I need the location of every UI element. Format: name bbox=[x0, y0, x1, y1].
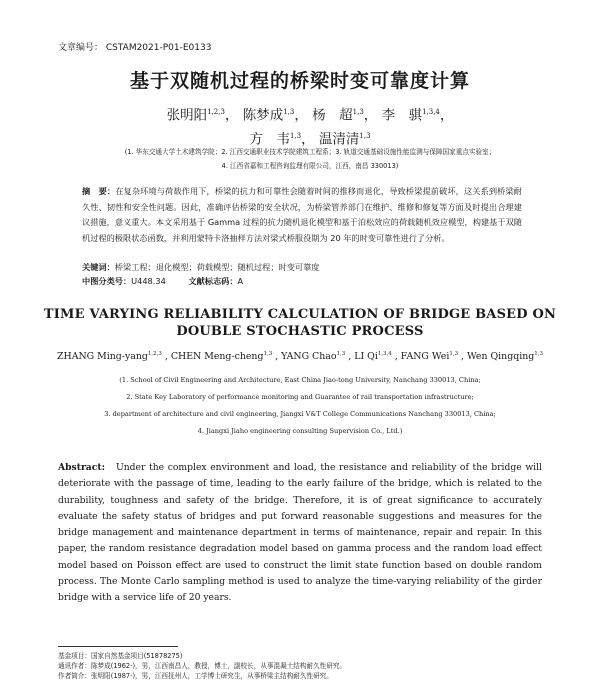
class-number-label: 中图分类号： bbox=[82, 276, 132, 286]
chinese-authors bbox=[90, 102, 530, 149]
chinese-abstract-label: 摘 要： bbox=[82, 186, 116, 196]
keywords-text: 桥梁工程；退化模型；荷载模型；随机过程；时变可靠度 bbox=[114, 262, 320, 272]
english-abstract-text: Under the complex environment and load, the resistance and reliability of the bridge will deteriorate with the passage of time, leading to the early failure of the bridge, which is related to the durability, toughness and safety of the bridge. Therefore, it is of great significance to accurately evaluate the safety status of bridges and put forward reasonable suggestions and measures for the bridge management and maintenance department in terms of maintenance, repair and repair. In this paper, the random resistance degradation model based on gamma process and the random load effect model based on Poisson effect are used to construct the limit state function based on double random process. The Monte Carlo sampling method is used to analyze the time-varying reliability of the girder bridge with a service life of 20 years. bbox=[58, 462, 542, 604]
chinese-affiliation-line: 4. 江西省嘉和工程咨询监理有限公司，江西，南昌 330013) bbox=[221, 162, 399, 170]
footnote-corresponding-author: 通讯作者：陈梦成(1962-)，男，江西南昌人，教授，博士，副校长，从事混凝土结构耐久性研究。 bbox=[58, 662, 347, 670]
english-affiliation-line: 3. department of architecture and civil engineering, Jiangxi V&T College Communications Nanchang 330013, China; bbox=[104, 410, 496, 418]
author-affiliation-mark: 1,2,3 bbox=[207, 108, 225, 116]
author-name: LI Qi bbox=[354, 351, 378, 363]
classification-line bbox=[82, 276, 522, 287]
author-name: Wen Qingqing bbox=[467, 351, 535, 363]
english-abstract-label: Abstract: bbox=[58, 462, 105, 473]
author-name: 杨 超 bbox=[312, 107, 353, 124]
author-name: 李 骐 bbox=[381, 107, 423, 124]
chinese-authors-line-2: 方 韦$^{1,3}$， 温清清$^{1,3}$ bbox=[249, 131, 371, 147]
chinese-abstract bbox=[82, 184, 522, 246]
author-affiliation-mark: 1,3 bbox=[449, 351, 459, 357]
author-name: CHEN Meng-cheng bbox=[170, 351, 264, 363]
document-code-label: 文献标志码： bbox=[188, 276, 238, 286]
article-number: 文章编号： CSTAM2021-P01-E0133 bbox=[58, 43, 212, 53]
chinese-affiliation-line: (1. 华东交通大学土木建筑学院；2. 江西交通职业技术学院建筑工程系；3. 轨道交通基础设施性能监测与保障国家重点实验室； bbox=[124, 148, 496, 156]
chinese-keywords bbox=[82, 262, 522, 273]
chinese-title: 基于双随机过程的桥梁时变可靠度计算 bbox=[129, 70, 470, 92]
english-authors: ZHANG Ming-yang$^{1,2,3}$ , CHEN Meng-cheng$^{1,3}$ , YANG Chao$^{1,3}$ , LI Qi$^{1,3,4}$ , FANG Wei$^{1,3}$ , Wen Qingqing$^{1,3}$ bbox=[57, 351, 543, 363]
author-name: 张明阳 bbox=[166, 107, 208, 124]
english-title-line-1: TIME VARYING RELIABILITY CALCULATION OF BRIDGE BASED ON bbox=[43, 307, 557, 322]
document-code-value: A bbox=[237, 276, 244, 286]
author-name: 陈梦成 bbox=[242, 107, 284, 124]
author-name: YANG Chao bbox=[281, 351, 337, 363]
author-affiliation-mark: 1,3 bbox=[283, 108, 295, 116]
class-number-value: U448.34 bbox=[131, 276, 166, 286]
author-affiliation-mark: 1,3 bbox=[289, 131, 302, 140]
english-affiliation-line: (1. School of Civil Engineering and Architecture, East China Jiao-tong University, Nanchang 330013, China; bbox=[119, 376, 481, 384]
author-affiliation-mark: 1,3 bbox=[352, 108, 364, 116]
footnote-author-bio: 作者简介：张明阳(1987-)，男，江西抚州人，工学博士研究生，从事桥梁主结构耐久性研究。 bbox=[58, 672, 333, 680]
author-affiliation-mark: 1,3 bbox=[263, 351, 273, 357]
english-affiliation-line: 4. Jiangxi Jiaho engineering consulting Supervision Co., Ltd.) bbox=[197, 427, 403, 435]
author-affiliation-mark: 1,3 bbox=[359, 131, 371, 140]
author-affiliation-mark: 1,3 bbox=[336, 351, 346, 357]
footnote-divider bbox=[58, 646, 178, 647]
english-affiliation-line: 2. State Key Laboratory of performance monitoring and Guarantee of rail transportation infrastructure; bbox=[126, 393, 474, 401]
english-abstract bbox=[58, 460, 542, 607]
author-affiliation-mark: 1,3,4 bbox=[377, 351, 392, 357]
author-name: FANG Wei bbox=[400, 351, 450, 363]
chinese-authors-line-1: 张明阳$^{1,2,3}$， 陈梦成$^{1,3}$， 杨 超$^{1,3}$， 李 骐$^{1,3,4}$， bbox=[166, 107, 454, 124]
english-title-line-2: DOUBLE STOCHASTIC PROCESS bbox=[176, 324, 424, 339]
footnote-funding: 基金项目：国家自然基金项目(51878275) bbox=[58, 652, 183, 660]
chinese-abstract-text: 在复杂环境与荷载作用下，桥梁的抗力和可靠性会随着时间的推移而退化，导致桥梁提前破坏，这关系到桥梁耐久性、韧性和安全性问题。因此，准确评估桥梁的安全状况，为桥梁管养部门在维护、维修和修复等方面及时提出合理建议措施，意义重大。本文采用基于 Gamma 过程的抗力随机退化模型和基于泊松效应的荷载随机效应模型，构建基于双随机过程的极限状态函数，并利用蒙特卡洛抽样方法对梁式桥服役期为 20 年的时变可靠性进行了分析。 bbox=[82, 186, 522, 243]
english-title bbox=[40, 306, 560, 340]
keywords-label: 关键词： bbox=[82, 262, 115, 272]
author-affiliation-mark: 1,3,4 bbox=[422, 108, 440, 116]
author-affiliation-mark: 1,2,3 bbox=[147, 351, 162, 357]
author-name: ZHANG Ming-yang bbox=[57, 351, 148, 363]
author-name: 方 韦 bbox=[249, 131, 290, 147]
author-name: 温清清 bbox=[318, 131, 360, 147]
author-affiliation-mark: 1,3 bbox=[534, 351, 543, 357]
